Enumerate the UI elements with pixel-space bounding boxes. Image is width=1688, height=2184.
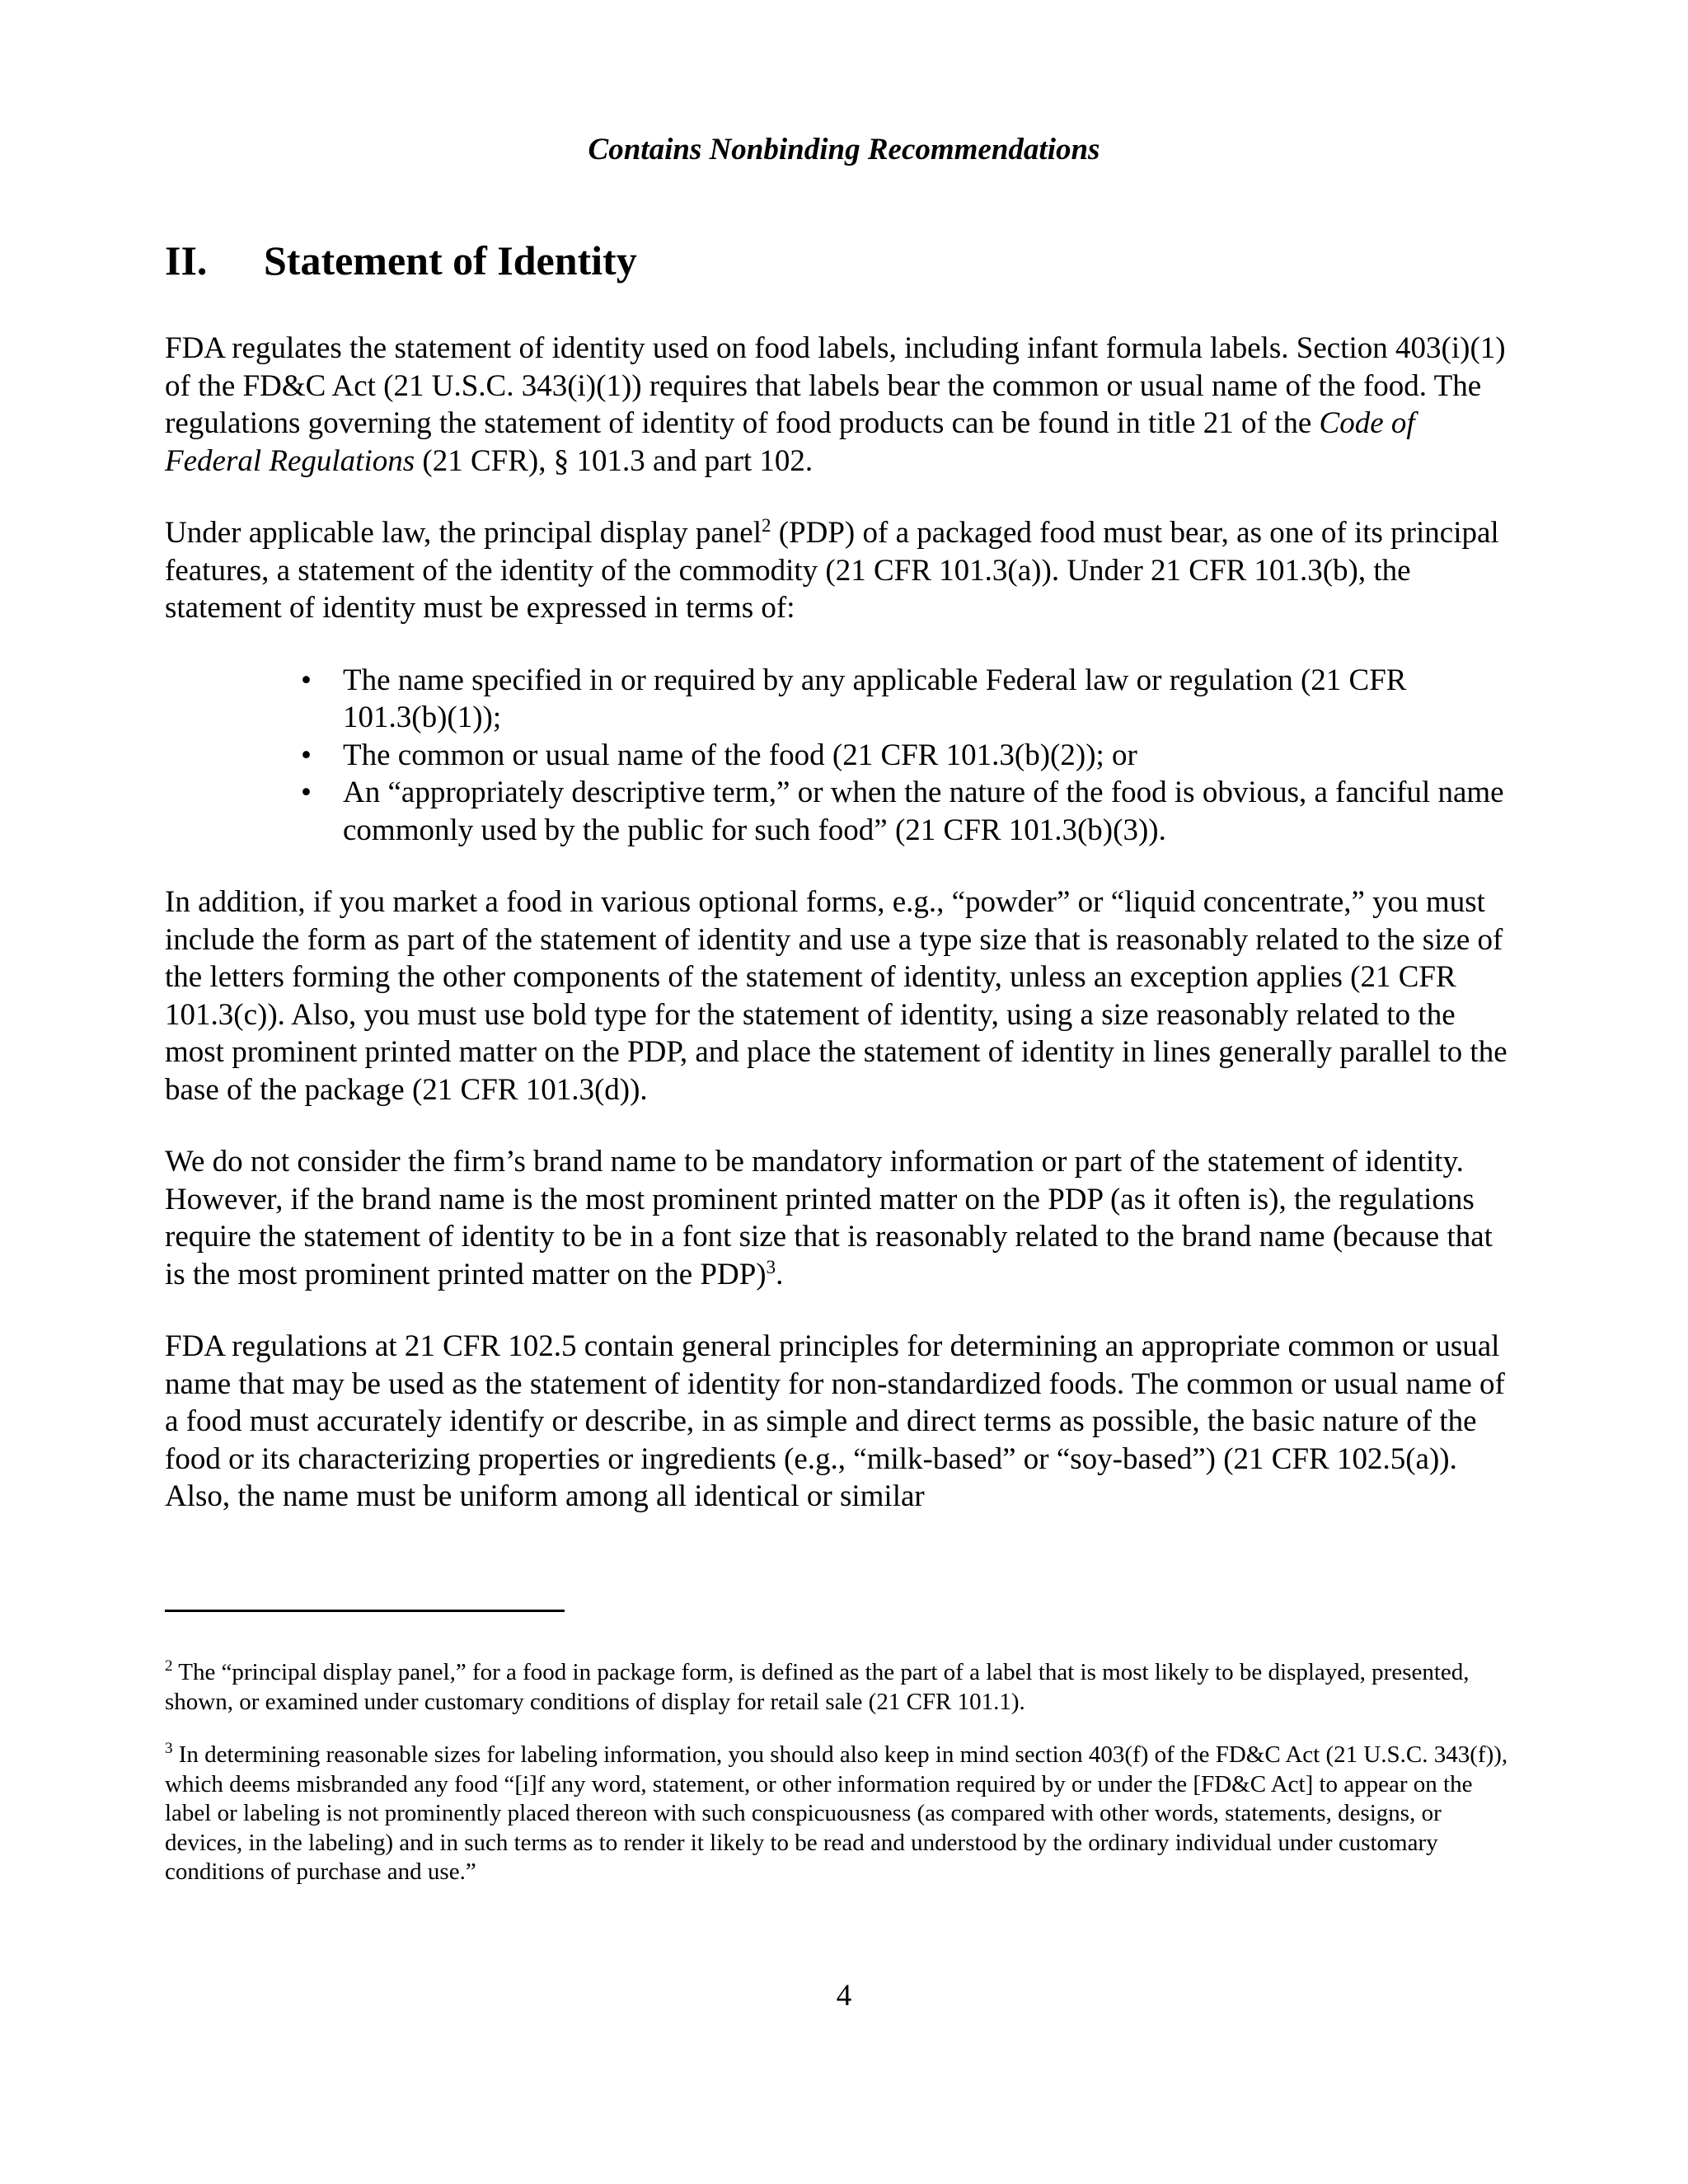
paragraph-2 [165, 514, 1517, 627]
list-item [301, 662, 1517, 737]
page-header: Contains Nonbinding Recommendations [588, 133, 1100, 166]
cfr-title-italic: Code of Federal Regulations [165, 406, 1415, 478]
paragraph-2-text-b: (PDP) of a packaged food must bear, as one of its principal features, a statement of the identity of the commodity (21 CFR 101.3(a)). Under 21 CFR 101.3(b), the statement of identity must be expressed in terms of: [165, 516, 1499, 625]
footnote-3-text: In determining reasonable sizes for labeling information, you should also keep in mind section 403(f) of the FD&C Act (21 U.S.C. 343(f)), which deems misbranded any food “[i]f any word, statement, or other information required by or under the [FD&C Act] to appear on the label or labeling is not prominently placed thereon with such conspicuousness (as compared with other words, statements, designs, or devices, in the labeling) and in such terms as to render it likely to be read and understood by the ordinary individual under customary conditions of purchase and use.” [165, 1741, 1508, 1885]
paragraph-1-text-a: FDA regulates the statement of identity used on food labels, including infant formula labels. Section 403(i)(1) of the FD&C Act (21 U.S.C. 343(i)(1)) requires that labels bear the common or usual name of the food. The regulations governing the statement of identity of food products can be found in title 21 of the [165, 331, 1506, 440]
footnote-3 [165, 1741, 1517, 1887]
paragraph-5: FDA regulations at 21 CFR 102.5 contain general principles for determining an appropriate common or usual name that may be used as the statement of identity for non-standardized foods. The common or usual name of a food must accurately identify or describe, in as simple and direct terms as possible, the basic nature of the food or its characterizing properties or ingredients (e.g., “milk-based” or “soy-based”) (21 CFR 102.5(a)). Also, the name must be uniform among all identical or similar [165, 1329, 1505, 1513]
page-number: 4 [836, 1979, 852, 2013]
bullet-icon: • [301, 663, 312, 697]
section-number: II. [165, 237, 208, 284]
paragraph-2-text-a: Under applicable law, the principal display panel [165, 516, 762, 550]
footnote-ref-3[interactable]: 3 [766, 1256, 776, 1277]
paragraph-1 [165, 330, 1517, 480]
paragraph-4-text-a: We do not consider the firm’s brand name to be mandatory information or part of the statement of identity. However, if the brand name is the most prominent printed matter on the PDP (as it often is), the regulations require the statement of identity to be in a font size that is reasonably related to the brand name (because that is the most prominent printed matter on the PDP) [165, 1145, 1493, 1291]
bullet-icon: • [301, 776, 312, 809]
identity-terms-list [165, 662, 1517, 850]
footnote-2 [165, 1658, 1517, 1717]
footnotes [165, 1658, 1517, 1911]
list-item-text: The common or usual name of the food (21 CFR 101.3(b)(2)); or [343, 738, 1137, 772]
list-item [301, 737, 1517, 775]
footnote-ref-2[interactable]: 2 [761, 515, 771, 536]
list-item [301, 774, 1517, 849]
paragraph-3: In addition, if you market a food in various optional forms, e.g., “powder” or “liquid concentrate,” you must include the form as part of the statement of identity and use a type size that is reasonably related to the size of the letters forming the other components of the statement of identity, unless an exception applies (21 CFR 101.3(c)). Also, you must use bold type for the statement of identity, using a size reasonably related to the most prominent printed matter on the PDP, and place the statement of identity in lines generally parallel to the base of the package (21 CFR 101.3(d)). [165, 885, 1507, 1107]
section-heading [165, 236, 1517, 285]
list-item-text: The name specified in or required by any applicable Federal law or regulation (21 CFR 101.3(b)(1)); [343, 663, 1407, 734]
footnote-divider [165, 1610, 565, 1612]
paragraph-1-text-b: (21 CFR), § 101.3 and part 102. [415, 443, 814, 478]
footnote-2-number: 2 [165, 1657, 173, 1675]
body-text [165, 330, 1517, 1550]
paragraph-4-text-b: . [776, 1257, 784, 1291]
bullet-icon: • [301, 738, 312, 772]
footnote-2-text: The “principal display panel,” for a food in package form, is defined as the part of a label that is most likely to be displayed, presented, shown, or examined under customary conditions of display for retail sale (21 CFR 101.1). [165, 1659, 1470, 1715]
section-title: Statement of Identity [264, 237, 637, 284]
paragraph-4 [165, 1143, 1517, 1293]
footnote-3-number: 3 [165, 1740, 173, 1757]
list-item-text: An “appropriately descriptive term,” or when the nature of the food is obvious, a fanciful name commonly used by the public for such food” (21 CFR 101.3(b)(3)). [343, 776, 1504, 847]
